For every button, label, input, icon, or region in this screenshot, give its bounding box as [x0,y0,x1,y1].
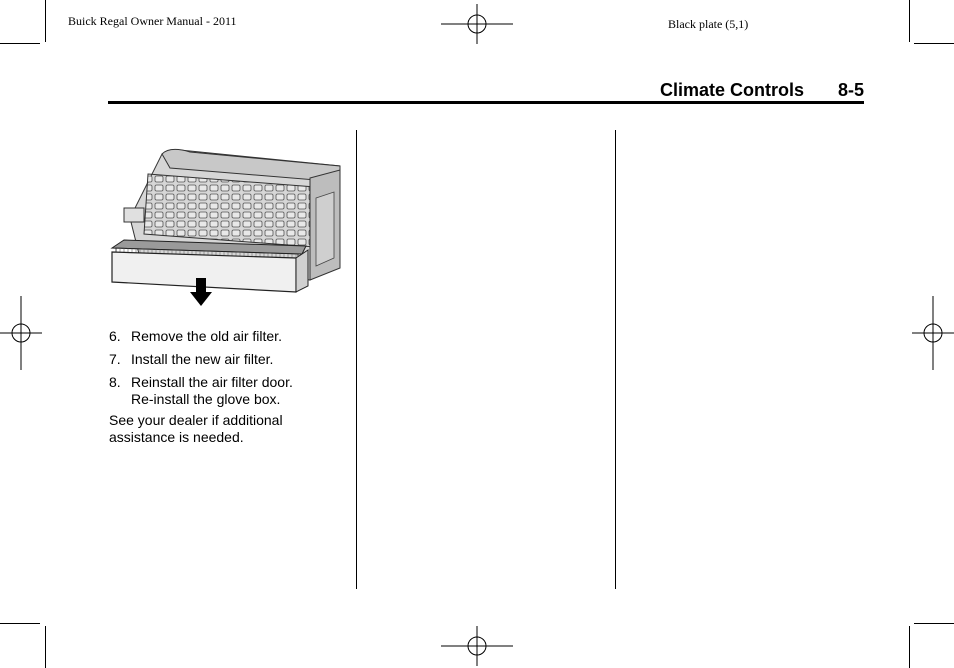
print-header-left: Buick Regal Owner Manual - 2011 [68,14,237,28]
step-number: 6. [109,328,121,344]
print-header-right: Black plate (5,1) [668,17,749,31]
page-number: 8-5 [837,80,864,100]
crop-mark [0,43,40,44]
step-text: Install the new air filter. [131,351,274,367]
crop-mark [909,0,910,42]
section-title: Climate Controls [659,80,804,100]
air-filter-removal-illustration [110,148,342,308]
dealer-note: See your dealer if additional assistance is needed. [109,412,283,445]
section-header [600,80,864,102]
registration-mark-icon [912,296,954,370]
step-text: Reinstall the air filter door. Re-install the glove box. [131,374,293,407]
registration-mark-icon [0,296,42,370]
header-rule [108,101,864,104]
crop-mark [45,0,46,42]
crop-mark [0,623,40,624]
step-text: Remove the old air filter. [131,328,282,344]
crop-mark [914,43,954,44]
step-number: 8. [109,374,121,390]
registration-mark-icon [441,4,513,44]
crop-mark [914,623,954,624]
crop-mark [909,626,910,668]
step-number: 7. [109,351,121,367]
column-divider [615,130,616,589]
crop-mark [45,626,46,668]
registration-mark-icon [441,626,513,666]
column-divider [356,130,357,589]
